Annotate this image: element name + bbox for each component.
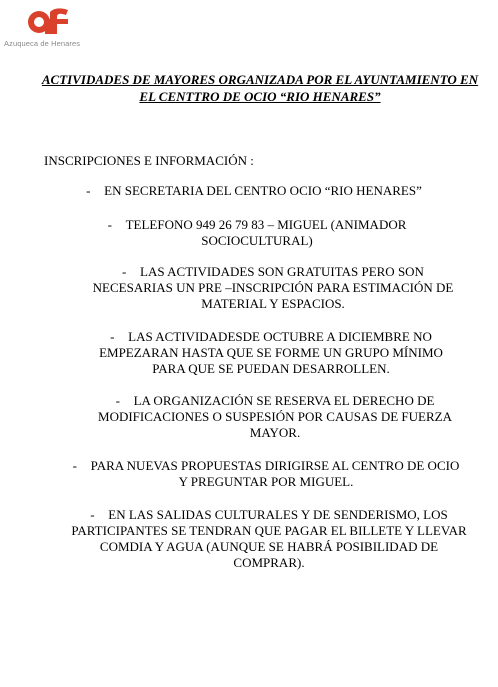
list-item [70, 507, 468, 571]
list-item [80, 393, 470, 441]
list-item-text: EN LAS SALIDAS CULTURALES Y DE SENDERISMO, LOS PARTICIPANTES SE TENDRAN QUE PAGAR EL BILLETE Y LLEVAR COMDIA Y AGUA (AUNQUE SE HABRÁ POSIBILIDAD DE COMPRAR). [71, 507, 467, 570]
list-item [98, 217, 416, 249]
list-item-text: PARA NUEVAS PROPUESTAS DIRIGIRSE AL CENTRO DE OCIO Y PREGUNTAR POR MIGUEL. [90, 458, 460, 489]
list-item-text: LAS ACTIVIDADES SON GRATUITAS PERO SON NECESARIAS UN PRE –INSCRIPCIÓN PARA ESTIMACIÓN DE MATERIAL Y ESPACIOS. [92, 264, 454, 311]
intro-heading: INSCRIPCIONES E INFORMACIÓN : [44, 153, 254, 168]
bullet-dash: - [86, 183, 91, 198]
list-item [86, 329, 456, 377]
page-title: ACTIVIDADES DE MAYORES ORGANIZADA POR EL AYUNTAMIENTO EN EL CENTTRO DE OCIO “RIO HENARES” [41, 72, 479, 104]
logo-mark-icon [26, 6, 72, 36]
bullet-dash: - [107, 217, 112, 232]
bullet-dash: - [72, 458, 77, 473]
list-item-text: LA ORGANIZACIÓN SE RESERVA EL DERECHO DE MODIFICACIONES O SUSPESIÓN POR CAUSAS DE FUERZA MAYOR. [98, 393, 452, 440]
list-item-text: LAS ACTIVIDADESDE OCTUBRE A DICIEMBRE NO EMPEZARAN HASTA QUE SE FORME UN GRUPO MÍNIMO PARA QUE SE PUEDAN DESARROLLEN. [99, 329, 443, 376]
list-item-text: EN SECRETARIA DEL CENTRO OCIO “RIO HENARES” [104, 183, 422, 198]
list-item [88, 264, 458, 312]
list-item [70, 458, 462, 490]
list-item-text: TELEFONO 949 26 79 83 – MIGUEL (ANIMADOR SOCIOCULTURAL) [125, 217, 407, 248]
logo-text: Azuqueca de Henares [4, 39, 81, 48]
bullet-dash: - [90, 507, 95, 522]
bullet-dash: - [115, 393, 120, 408]
logo [4, 6, 96, 48]
bullet-dash: - [110, 329, 115, 344]
bullet-dash: - [122, 264, 127, 279]
list-item [84, 183, 424, 199]
